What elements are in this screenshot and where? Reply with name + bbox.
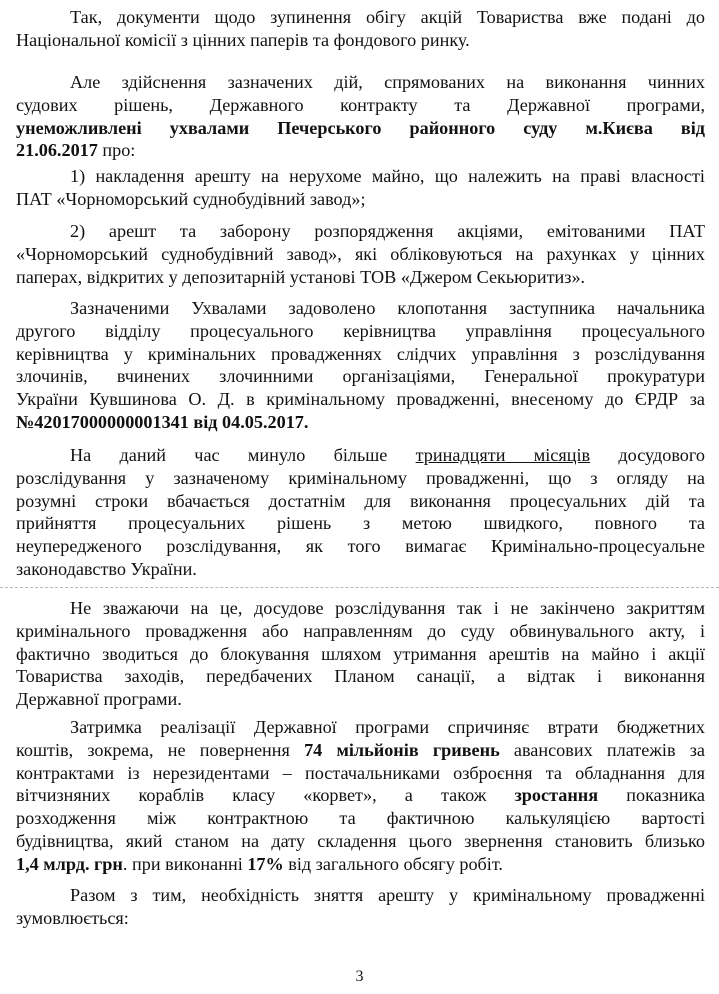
paragraph-3 bbox=[16, 165, 705, 211]
text-line bbox=[16, 388, 705, 411]
paragraph-2 bbox=[16, 71, 705, 162]
text-run: На даний час минуло більше bbox=[70, 445, 416, 465]
text-line bbox=[16, 535, 705, 558]
text-line bbox=[16, 490, 705, 513]
text-line bbox=[16, 411, 705, 434]
text-line bbox=[16, 665, 705, 688]
text-line bbox=[16, 6, 705, 29]
text-line bbox=[16, 444, 705, 467]
text-run: зумовлюється: bbox=[16, 907, 129, 928]
text-run: керівництва у кримінальних провадженнях слідчих управління з розслідування bbox=[16, 343, 705, 364]
paragraph-5 bbox=[16, 297, 705, 434]
text-run: від загального обсягу робіт. bbox=[283, 853, 503, 874]
paragraph-6 bbox=[16, 444, 705, 581]
bold-text: унеможливлені ухвалами Печерського районного суду м.Києва від bbox=[16, 117, 705, 138]
text-line bbox=[16, 165, 705, 188]
text-run: неупередженого розслідування, як того вимагає Кримінально-процесуальне bbox=[16, 536, 705, 557]
text-line bbox=[16, 365, 705, 388]
text-run: Товариства заходів, передбачених Планом санації, а відтак і виконання bbox=[16, 666, 705, 687]
text-line bbox=[16, 688, 705, 711]
text-line bbox=[16, 512, 705, 535]
text-run: розслідування у зазначеному кримінальному провадженні, що з огляду на bbox=[16, 467, 705, 488]
text-run: злочинів, вчинених злочинними організаціями, Генеральної прокуратури bbox=[16, 366, 705, 387]
text-run: другого відділу процесуального керівництва управління процесуального bbox=[16, 320, 705, 341]
text-run: 1) накладення арешту на нерухоме майно, що належить на праві власності bbox=[70, 166, 705, 186]
text-run: паперах, відкритих у депозитарній установі ТОВ «Джером Секьюритиз». bbox=[16, 266, 586, 287]
text-run: Не зважаючи на це, досудове розслідування так і не закінчено закриттям bbox=[70, 598, 705, 618]
paragraph-4 bbox=[16, 220, 705, 288]
text-run: Так, документи щодо зупинення обігу акцій Товариства вже подані до bbox=[70, 7, 705, 27]
text-run: судових рішень, Державного контракту та Державної програми, bbox=[16, 94, 705, 115]
text-line bbox=[16, 320, 705, 343]
text-run: контрактами із нерезидентами – постачальниками озброєння та обладнання для bbox=[16, 762, 705, 783]
text-run: будівництва, який станом на дату складення цього звернення становить близько bbox=[16, 830, 705, 851]
text-line bbox=[16, 716, 705, 739]
text-line bbox=[16, 117, 705, 140]
text-line bbox=[16, 762, 705, 785]
text-line bbox=[16, 558, 705, 581]
text-run: Але здійснення зазначених дій, спрямованих на виконання чинних bbox=[70, 72, 705, 92]
text-run: Національної комісії з цінних паперів та фондового ринку. bbox=[16, 29, 470, 50]
text-run: ПАТ «Чорноморський суднобудівний завод»; bbox=[16, 188, 366, 209]
text-line bbox=[16, 643, 705, 666]
text-run: кримінального провадження або направленням до суду обвинувального акту, і bbox=[16, 620, 705, 641]
text-run: України Кувшинова О. Д. в кримінальному провадженні, внесеному до ЄРДР за bbox=[16, 389, 705, 410]
text-line bbox=[16, 807, 705, 830]
text-run: досудового bbox=[590, 445, 705, 465]
text-run: коштів, зокрема, не повернення bbox=[16, 739, 305, 760]
text-run: законодавство України. bbox=[16, 558, 197, 579]
text-line bbox=[16, 830, 705, 853]
text-line bbox=[16, 784, 705, 807]
text-line bbox=[16, 94, 705, 117]
text-run: Разом з тим, необхідність зняття арешту у кримінальному провадженні bbox=[70, 885, 705, 905]
text-run: розходження між контрактною та фактичною калькуляцією вартості bbox=[16, 808, 705, 829]
text-line bbox=[16, 343, 705, 366]
text-run: показника bbox=[598, 785, 705, 806]
text-line bbox=[16, 243, 705, 266]
bold-text: зростання bbox=[514, 785, 599, 806]
bold-text: №42017000000001341 від 04.05.2017. bbox=[16, 411, 309, 432]
text-run: Державної програми. bbox=[16, 689, 182, 710]
text-line bbox=[16, 597, 705, 620]
text-line bbox=[16, 907, 705, 930]
page-number: 3 bbox=[355, 968, 364, 985]
text-line bbox=[16, 188, 705, 211]
bold-text: 74 мільйонів гривень bbox=[304, 739, 500, 760]
text-run: про: bbox=[97, 140, 136, 161]
text-line bbox=[16, 884, 705, 907]
text-run: . при виконанні bbox=[122, 853, 248, 874]
text-line bbox=[16, 71, 705, 94]
text-line bbox=[16, 467, 705, 490]
underlined-text: тринадцяти місяців bbox=[415, 445, 591, 465]
paragraph-7 bbox=[16, 597, 705, 711]
text-run: «Чорноморський суднобудівний завод», які обліковуються на рахунках у цінних bbox=[16, 243, 705, 264]
bold-text: 21.06.2017 bbox=[16, 140, 98, 161]
paragraph-8 bbox=[16, 716, 705, 876]
text-line bbox=[16, 297, 705, 320]
text-run: 2) арешт та заборону розпорядження акціями, емітованими ПАТ bbox=[70, 221, 705, 241]
text-run: Затримка реалізації Державної програми спричиняє втрати бюджетних bbox=[70, 717, 705, 737]
text-run: вітчизняних кораблів класу «корвет», а також bbox=[16, 785, 515, 806]
bold-text: 17% bbox=[247, 853, 284, 874]
text-line bbox=[16, 29, 705, 52]
paragraph-1 bbox=[16, 6, 705, 52]
text-line bbox=[16, 739, 705, 762]
text-line bbox=[16, 139, 705, 162]
paragraph-9 bbox=[16, 884, 705, 930]
text-run: авансових платежів за bbox=[499, 739, 705, 760]
text-run: прийняття процесуальних рішень з метою швидкого, повного та bbox=[16, 513, 705, 534]
text-run: фактично зводиться до блокування шляхом утримання арештів на майно і акції bbox=[16, 643, 705, 664]
bold-text: 1,4 млрд. грн bbox=[16, 853, 123, 874]
text-run: Зазначеними Ухвалами задоволено клопотання заступника начальника bbox=[70, 298, 705, 318]
text-line bbox=[16, 266, 705, 289]
text-line bbox=[16, 620, 705, 643]
text-line bbox=[16, 220, 705, 243]
scan-divider bbox=[0, 587, 719, 588]
text-run: розумні строки вбачається достатнім для виконання процесуальних дій та bbox=[16, 490, 705, 511]
text-line bbox=[16, 853, 705, 876]
